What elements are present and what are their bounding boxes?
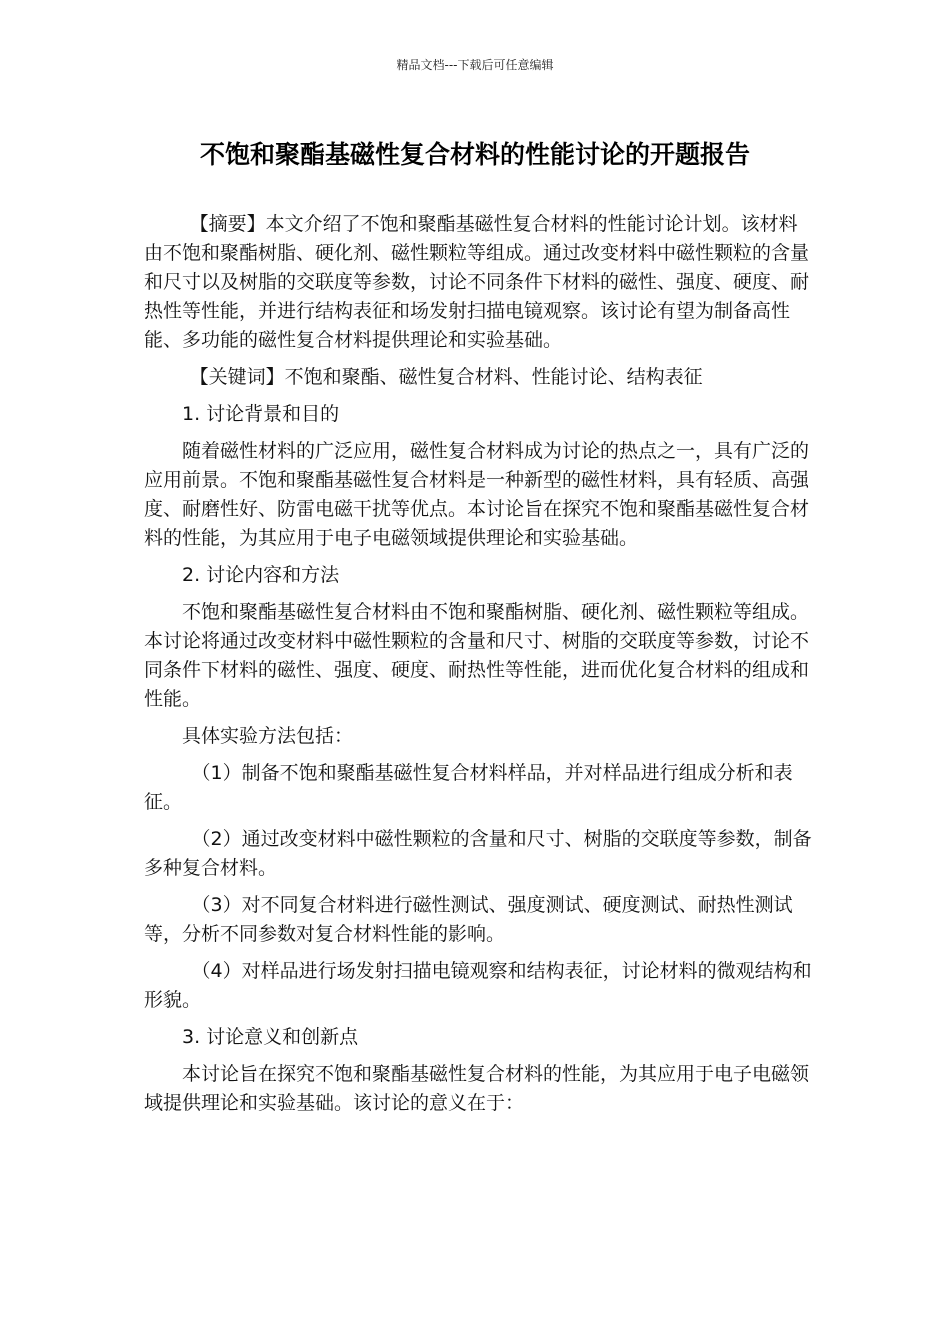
document-title: 不饱和聚酯基磁性复合材料的性能讨论的开题报告 [199,140,750,169]
document-body [144,210,814,1126]
section-2-heading: 2. 讨论内容和方法 [182,564,340,586]
section-3-heading: 3. 讨论意义和创新点 [182,1026,359,1048]
section-1-paragraph: 随着磁性材料的广泛应用，磁性复合材料成为讨论的热点之一，具有广泛的应用前景。不饱和聚酯基磁性复合材料是一种新型的磁性材料，具有轻质、高强度、耐磨性好、防雷电磁干扰等优点。本讨论旨在探究不饱和聚酯基磁性复合材料的性能，为其应用于电子电磁领域提供理论和实验基础。 [144,440,810,549]
section-1-heading: 1. 讨论背景和目的 [182,403,340,425]
method-item: （3）对不同复合材料进行磁性测试、强度测试、硬度测试、耐热性测试等，分析不同参数对复合材料性能的影响。 [144,894,793,945]
methods-intro: 具体实验方法包括： [182,725,354,747]
abstract-paragraph: 【摘要】本文介绍了不饱和聚酯基磁性复合材料的性能讨论计划。该材料由不饱和聚酯树脂、硬化剂、磁性颗粒等组成。通过改变材料中磁性颗粒的含量和尺寸以及树脂的交联度等参数，讨论不同条件下材料的磁性、强度、硬度、耐热性等性能，并进行结构表征和场发射扫描电镜观察。该讨论有望为制备高性能、多功能的磁性复合材料提供理论和实验基础。 [144,213,810,351]
method-item: （2）通过改变材料中磁性颗粒的含量和尺寸、树脂的交联度等参数，制备多种复合材料。 [144,828,812,879]
keywords-paragraph: 【关键词】不饱和聚酯、磁性复合材料、性能讨论、结构表征 [189,366,703,388]
page-header-watermark: 精品文档---下载后可任意编辑 [396,58,554,72]
section-2-paragraph: 不饱和聚酯基磁性复合材料由不饱和聚酯树脂、硬化剂、磁性颗粒等组成。本讨论将通过改变材料中磁性颗粒的含量和尺寸、树脂的交联度等参数，讨论不同条件下材料的磁性、强度、硬度、耐热性等性能，进而优化复合材料的组成和性能。 [144,601,810,710]
method-item: （4）对样品进行场发射扫描电镜观察和结构表征，讨论材料的微观结构和形貌。 [144,960,812,1011]
method-item: （1）制备不饱和聚酯基磁性复合材料样品，并对样品进行组成分析和表征。 [144,762,793,813]
section-3-paragraph: 本讨论旨在探究不饱和聚酯基磁性复合材料的性能，为其应用于电子电磁领域提供理论和实验基础。该讨论的意义在于： [144,1063,810,1114]
